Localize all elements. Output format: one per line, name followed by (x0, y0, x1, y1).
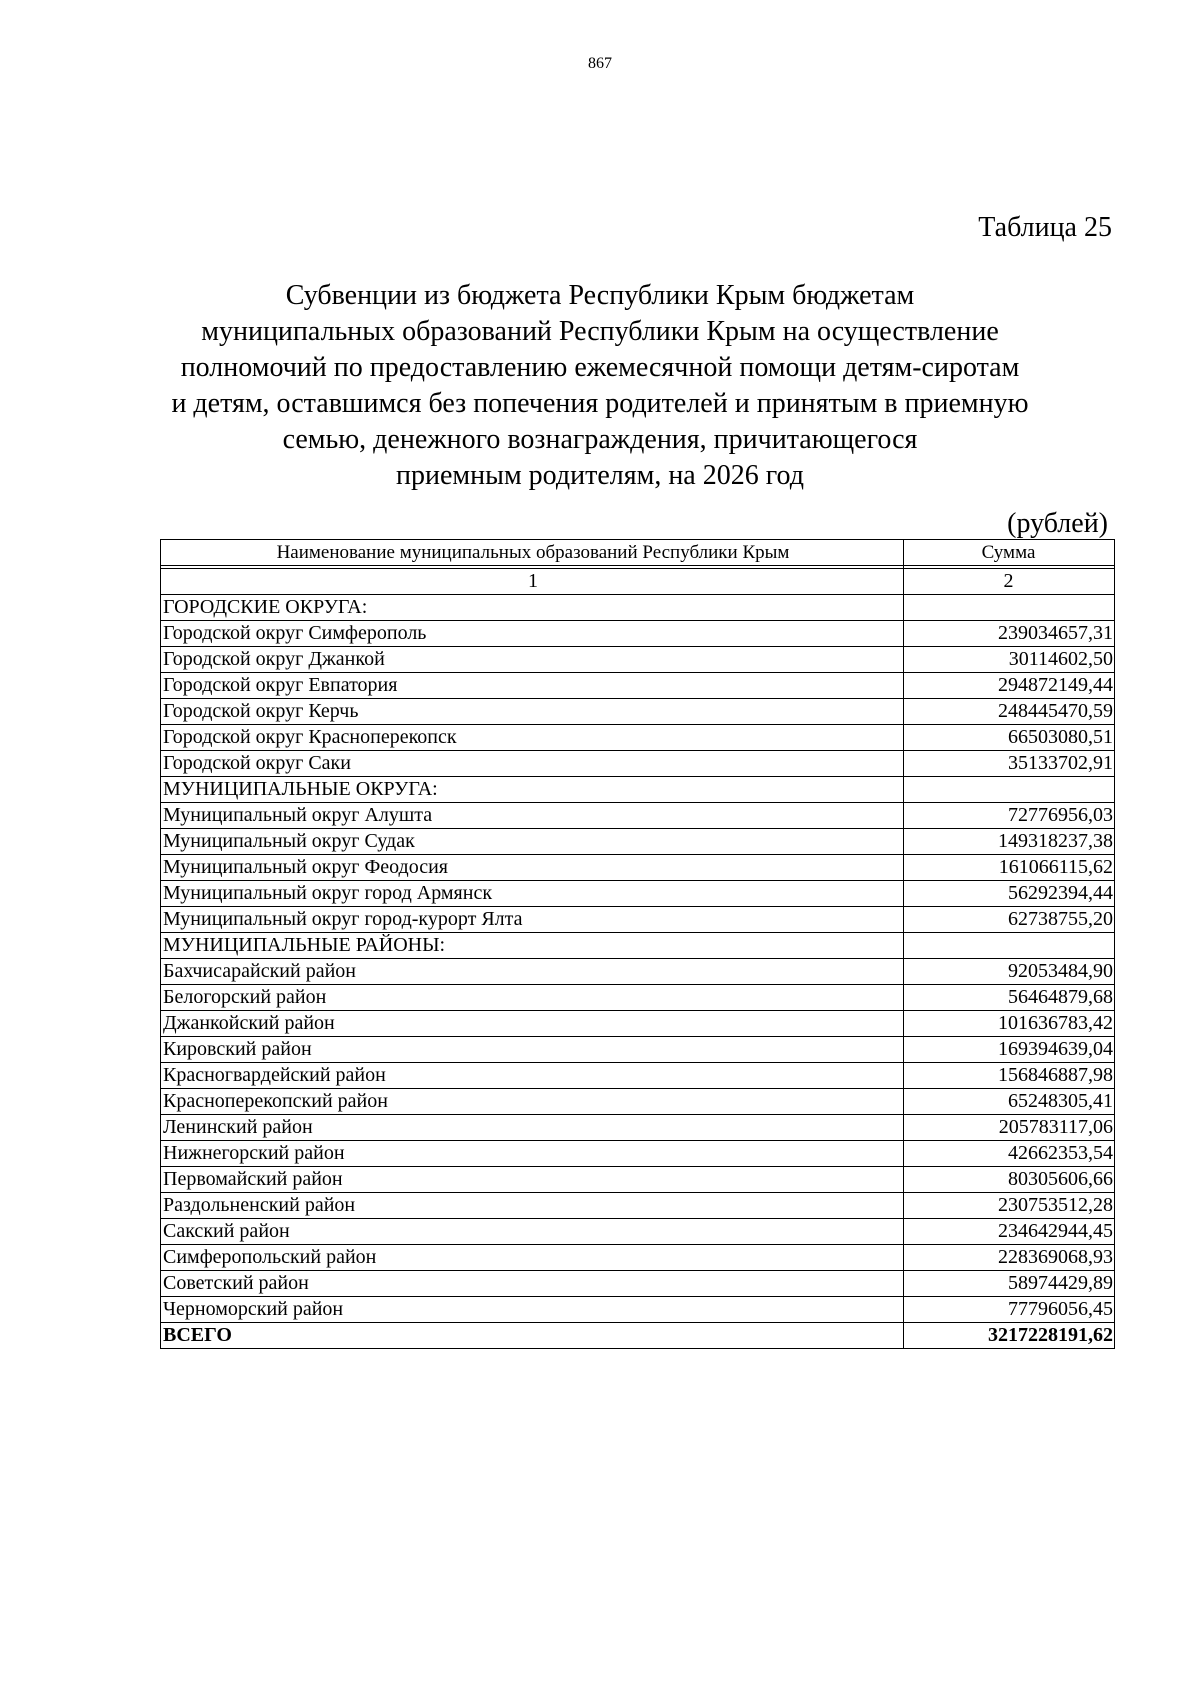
row-name: Нижнегорский район (161, 1141, 904, 1167)
row-name: Первомайский район (161, 1167, 904, 1193)
table-row (161, 1193, 1115, 1219)
row-name: Раздольненский район (161, 1193, 904, 1219)
table-row (161, 907, 1115, 933)
table-row (161, 1245, 1115, 1271)
row-name: Кировский район (161, 1037, 904, 1063)
table-row (161, 621, 1115, 647)
title-line: полномочий по предоставлению ежемесячной помощи детям-сиротам (180, 352, 1020, 383)
header-row (161, 540, 1115, 566)
title-line: приемным родителям, на 2026 год (396, 460, 804, 491)
total-label: ВСЕГО (161, 1323, 904, 1349)
row-amount: 56292394,44 (904, 881, 1115, 907)
table-row (161, 1297, 1115, 1323)
row-amount: 149318237,38 (904, 829, 1115, 855)
row-name: Городской округ Красноперекопск (161, 725, 904, 751)
row-name: Муниципальный округ город-курорт Ялта (161, 907, 904, 933)
row-amount: 156846887,98 (904, 1063, 1115, 1089)
row-amount (904, 933, 1115, 959)
row-amount (904, 777, 1115, 803)
table-row (161, 1115, 1115, 1141)
row-name: Городской округ Джанкой (161, 647, 904, 673)
table-row (161, 959, 1115, 985)
table-row (161, 1037, 1115, 1063)
row-amount: 56464879,68 (904, 985, 1115, 1011)
title-line: семью, денежного вознаграждения, причитающегося (282, 424, 918, 455)
table-row (161, 1141, 1115, 1167)
row-amount: 101636783,42 (904, 1011, 1115, 1037)
header-name: Наименование муниципальных образований Республики Крым (161, 540, 904, 566)
section-heading-row (161, 933, 1115, 959)
row-amount: 72776956,03 (904, 803, 1115, 829)
table-row (161, 1011, 1115, 1037)
total-row (161, 1323, 1115, 1349)
table-row (161, 829, 1115, 855)
table-label: Таблица 25 (978, 212, 1112, 243)
row-amount: 80305606,66 (904, 1167, 1115, 1193)
row-amount: 30114602,50 (904, 647, 1115, 673)
table-row (161, 751, 1115, 777)
column-number-2: 2 (904, 569, 1115, 595)
title-line: муниципальных образований Республики Крым на осуществление (201, 316, 999, 347)
row-name: Белогорский район (161, 985, 904, 1011)
row-amount: 228369068,93 (904, 1245, 1115, 1271)
row-name: Городской округ Евпатория (161, 673, 904, 699)
row-amount: 65248305,41 (904, 1089, 1115, 1115)
row-name: Городской округ Саки (161, 751, 904, 777)
page-number: 867 (588, 55, 612, 72)
total-amount: 3217228191,62 (904, 1323, 1115, 1349)
table-row (161, 1167, 1115, 1193)
table-row (161, 1219, 1115, 1245)
column-numbers-row (161, 569, 1115, 595)
header-amount: Сумма (904, 540, 1115, 566)
subvention-table (160, 539, 1115, 1349)
title-line: и детям, оставшимся без попечения родителей и принятым в приемную (171, 388, 1029, 419)
row-amount (904, 595, 1115, 621)
table-row (161, 699, 1115, 725)
table-row (161, 803, 1115, 829)
table-row (161, 1089, 1115, 1115)
row-amount: 169394639,04 (904, 1037, 1115, 1063)
row-name: Муниципальный округ Судак (161, 829, 904, 855)
row-name: Бахчисарайский район (161, 959, 904, 985)
table-row (161, 673, 1115, 699)
row-amount: 66503080,51 (904, 725, 1115, 751)
row-amount: 234642944,45 (904, 1219, 1115, 1245)
row-amount: 42662353,54 (904, 1141, 1115, 1167)
row-amount: 35133702,91 (904, 751, 1115, 777)
table-row (161, 985, 1115, 1011)
row-amount: 161066115,62 (904, 855, 1115, 881)
row-name: ГОРОДСКИЕ ОКРУГА: (161, 595, 904, 621)
row-amount: 62738755,20 (904, 907, 1115, 933)
section-heading-row (161, 595, 1115, 621)
unit-label: (рублей) (1007, 508, 1108, 539)
row-name: Сакский район (161, 1219, 904, 1245)
row-name: Черноморский район (161, 1297, 904, 1323)
row-name: Джанкойский район (161, 1011, 904, 1037)
row-name: Муниципальный округ Алушта (161, 803, 904, 829)
row-amount: 58974429,89 (904, 1271, 1115, 1297)
table-row (161, 1063, 1115, 1089)
row-name: Городской округ Симферополь (161, 621, 904, 647)
row-name: Муниципальный округ город Армянск (161, 881, 904, 907)
table-row (161, 725, 1115, 751)
row-amount: 294872149,44 (904, 673, 1115, 699)
table-row (161, 1271, 1115, 1297)
table-row (161, 647, 1115, 673)
row-amount: 205783117,06 (904, 1115, 1115, 1141)
row-amount: 248445470,59 (904, 699, 1115, 725)
column-number-1: 1 (161, 569, 904, 595)
row-amount: 230753512,28 (904, 1193, 1115, 1219)
table-row (161, 855, 1115, 881)
row-name: Симферопольский район (161, 1245, 904, 1271)
row-amount: 77796056,45 (904, 1297, 1115, 1323)
document-title (160, 278, 1040, 494)
row-name: Муниципальный округ Феодосия (161, 855, 904, 881)
row-name: Городской округ Керчь (161, 699, 904, 725)
row-name: Красноперекопский район (161, 1089, 904, 1115)
row-name: Ленинский район (161, 1115, 904, 1141)
title-line: Субвенции из бюджета Республики Крым бюджетам (285, 280, 915, 311)
section-heading-row (161, 777, 1115, 803)
row-name: Красногвардейский район (161, 1063, 904, 1089)
row-name: МУНИЦИПАЛЬНЫЕ РАЙОНЫ: (161, 933, 904, 959)
row-name: Советский район (161, 1271, 904, 1297)
row-amount: 92053484,90 (904, 959, 1115, 985)
table-row (161, 881, 1115, 907)
row-name: МУНИЦИПАЛЬНЫЕ ОКРУГА: (161, 777, 904, 803)
row-amount: 239034657,31 (904, 621, 1115, 647)
